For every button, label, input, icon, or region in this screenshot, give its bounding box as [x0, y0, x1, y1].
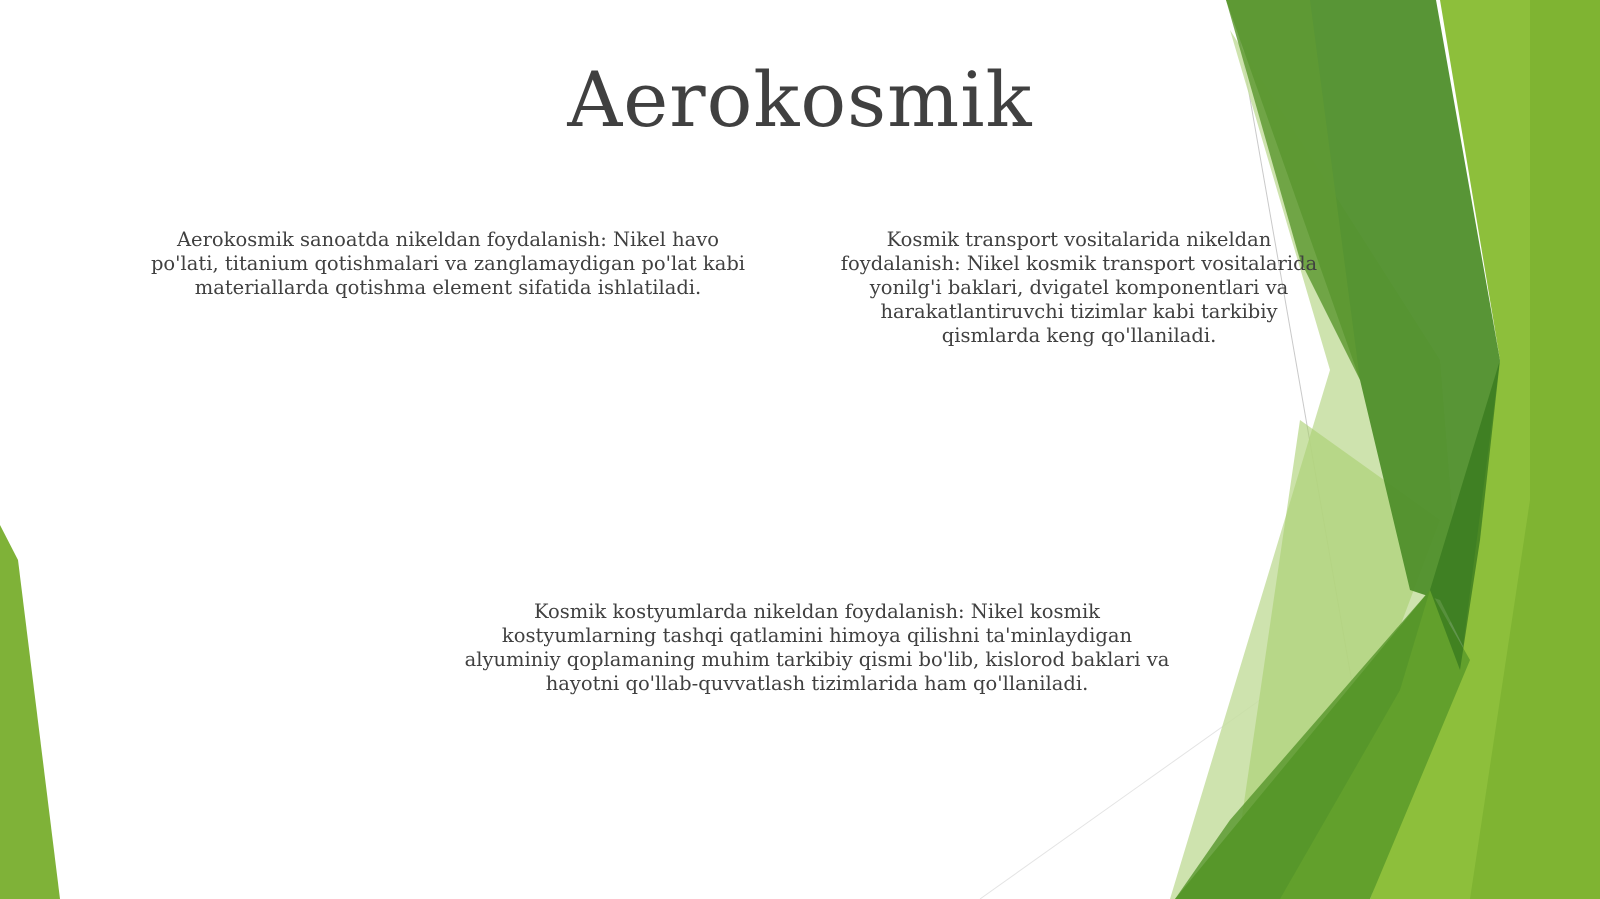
left-green-shard — [0, 525, 60, 899]
text-block-space-suits: Kosmik kostyumlarda nikeldan foydalanish: Nikel kosmik kostyumlarning tashqi qatlamini himoya qilishni ta'minlaydigan alyuminiy qoplamaning muhim tarkibiy qismi bo'lib, kislorod baklari va hayotni qo'llab-quvvatlash tizimlarida ham qo'llaniladi. — [464, 600, 1170, 695]
text-block-aerospace-industry: Aerokosmik sanoatda nikeldan foydalanish: Nikel havo po'lati, titanium qotishmalari va zanglamaydigan po'lat kabi materiallarda qotishma element sifatida ishlatiladi. — [150, 228, 746, 299]
text-block-space-vehicles: Kosmik transport vositalarida nikeldan foydalanish: Nikel kosmik transport vositalarida yonilg'i baklari, dvigatel komponentlari va harakatlantiruvchi tizimlar kabi tarkibiy qismlarda keng qo'llaniladi. — [840, 228, 1318, 347]
slide-title: Aerokosmik — [567, 55, 1033, 144]
